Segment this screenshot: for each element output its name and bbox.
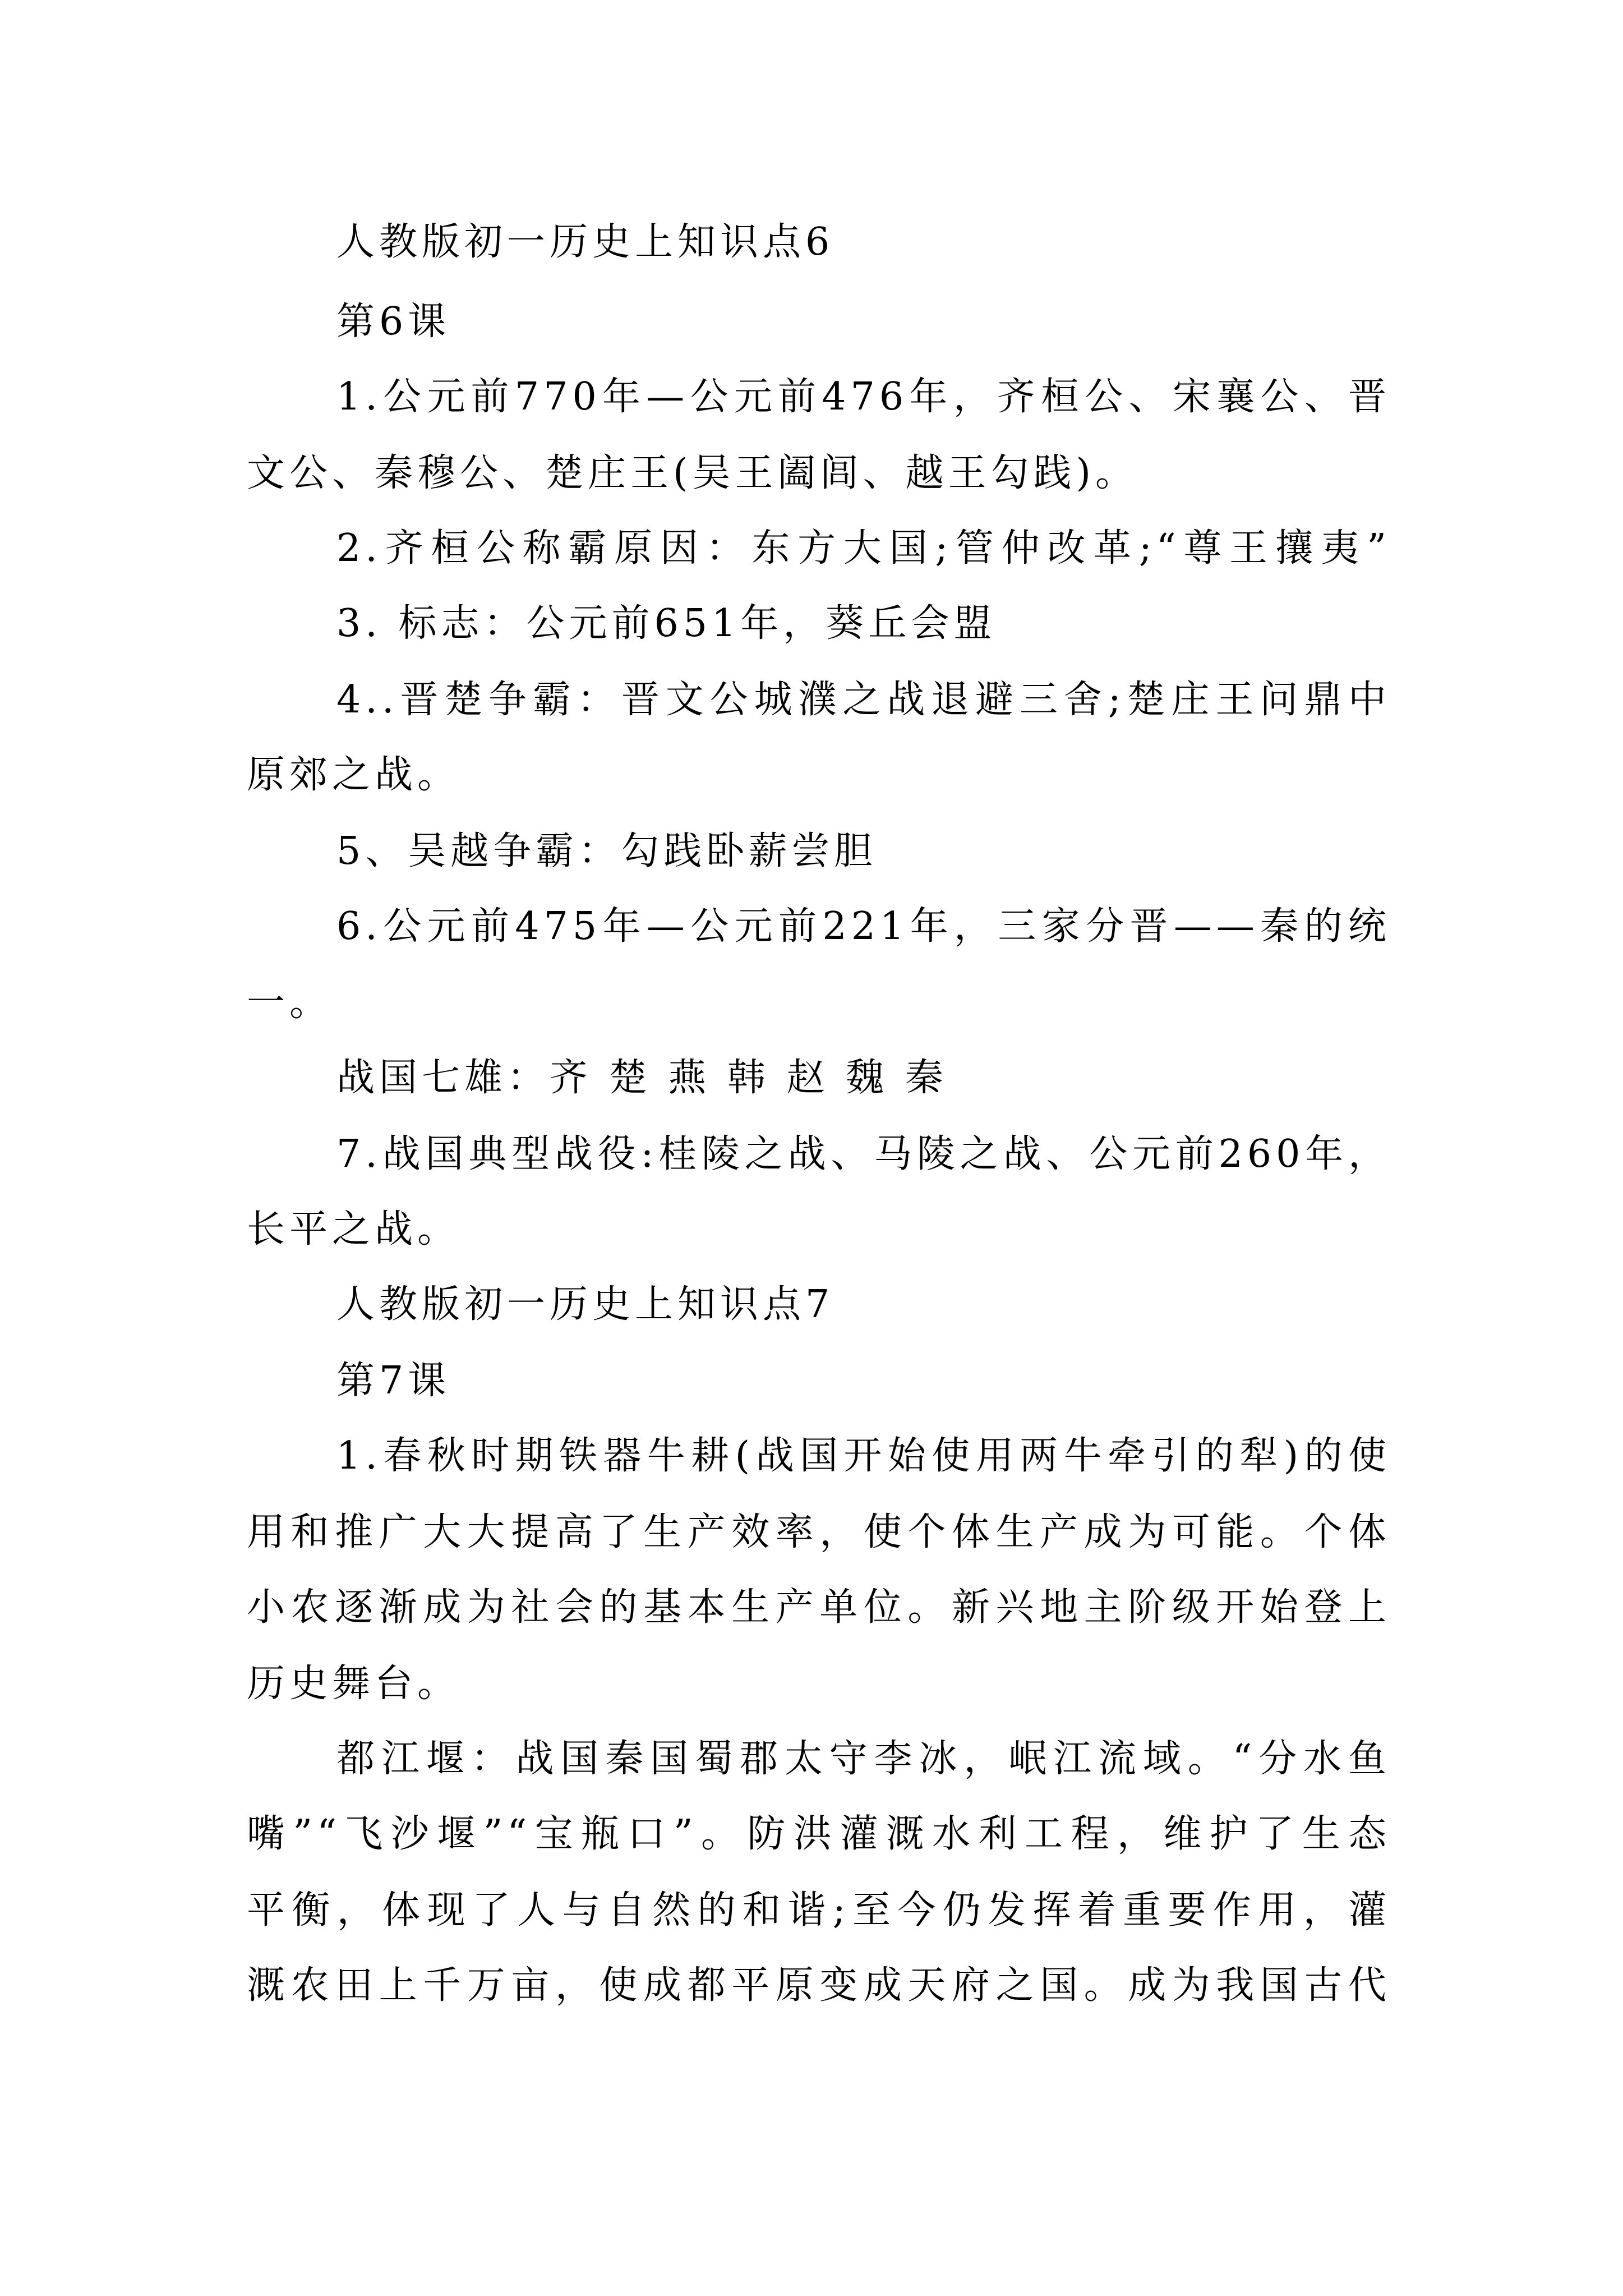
lesson-title-6: 第6课 xyxy=(336,300,451,344)
paragraph-line: 都江堰：战国秦国蜀郡太守李冰，岷江流域。“分水鱼 xyxy=(336,1737,1391,1781)
paragraph-line: 文公、秦穆公、楚庄王(吴王阖闾、越王勾践)。 xyxy=(247,451,1138,495)
paragraph-line: 历史舞台。 xyxy=(247,1662,460,1706)
paragraph-line: 7.战国典型战役:桂陵之战、马陵之战、公元前260年， xyxy=(336,1132,1391,1176)
paragraph-line: 平衡，体现了人与自然的和谐;至今仍发挥着重要作用，灌 xyxy=(247,1888,1391,1932)
paragraph-line: 1.公元前770年—公元前476年，齐桓公、宋襄公、晋 xyxy=(336,375,1391,419)
section-heading-6: 人教版初一历史上知识点6 xyxy=(336,220,834,264)
lesson-title-7: 第7课 xyxy=(336,1359,451,1403)
paragraph-line: 长平之战。 xyxy=(247,1207,460,1251)
paragraph-line: 一。 xyxy=(247,981,333,1025)
paragraph-line: 6.公元前475年—公元前221年，三家分晋——秦的统 xyxy=(336,904,1391,949)
paragraph-line: 原郊之战。 xyxy=(247,753,460,797)
paragraph-line: 3. 标志：公元前651年，葵丘会盟 xyxy=(336,601,997,646)
section-heading-7: 人教版初一历史上知识点7 xyxy=(336,1282,834,1327)
paragraph-line: 溉农田上千万亩，使成都平原变成天府之国。成为我国古代 xyxy=(247,1963,1391,2008)
paragraph-line: 用和推广大大提高了生产效率，使个体生产成为可能。个体 xyxy=(247,1510,1391,1554)
paragraph-line: 小农逐渐成为社会的基本生产单位。新兴地主阶级开始登上 xyxy=(247,1585,1391,1630)
paragraph-line: 4..晋楚争霸：晋文公城濮之战退避三舍;楚庄王问鼎中 xyxy=(336,678,1391,722)
paragraph-line: 2.齐桓公称霸原因：东方大国;管仲改革;“尊王攘夷” xyxy=(336,526,1391,570)
paragraph-line: 战国七雄：齐 楚 燕 韩 赵 魏 秦 xyxy=(336,1056,948,1100)
paragraph-line: 1.春秋时期铁器牛耕(战国开始使用两牛牵引的犁)的使 xyxy=(336,1434,1391,1478)
paragraph-line: 5、吴越争霸：勾践卧薪尝胆 xyxy=(336,829,877,873)
paragraph-line: 嘴”“飞沙堰”“宝瓶口”。防洪灌溉水利工程，维护了生态 xyxy=(247,1812,1391,1856)
